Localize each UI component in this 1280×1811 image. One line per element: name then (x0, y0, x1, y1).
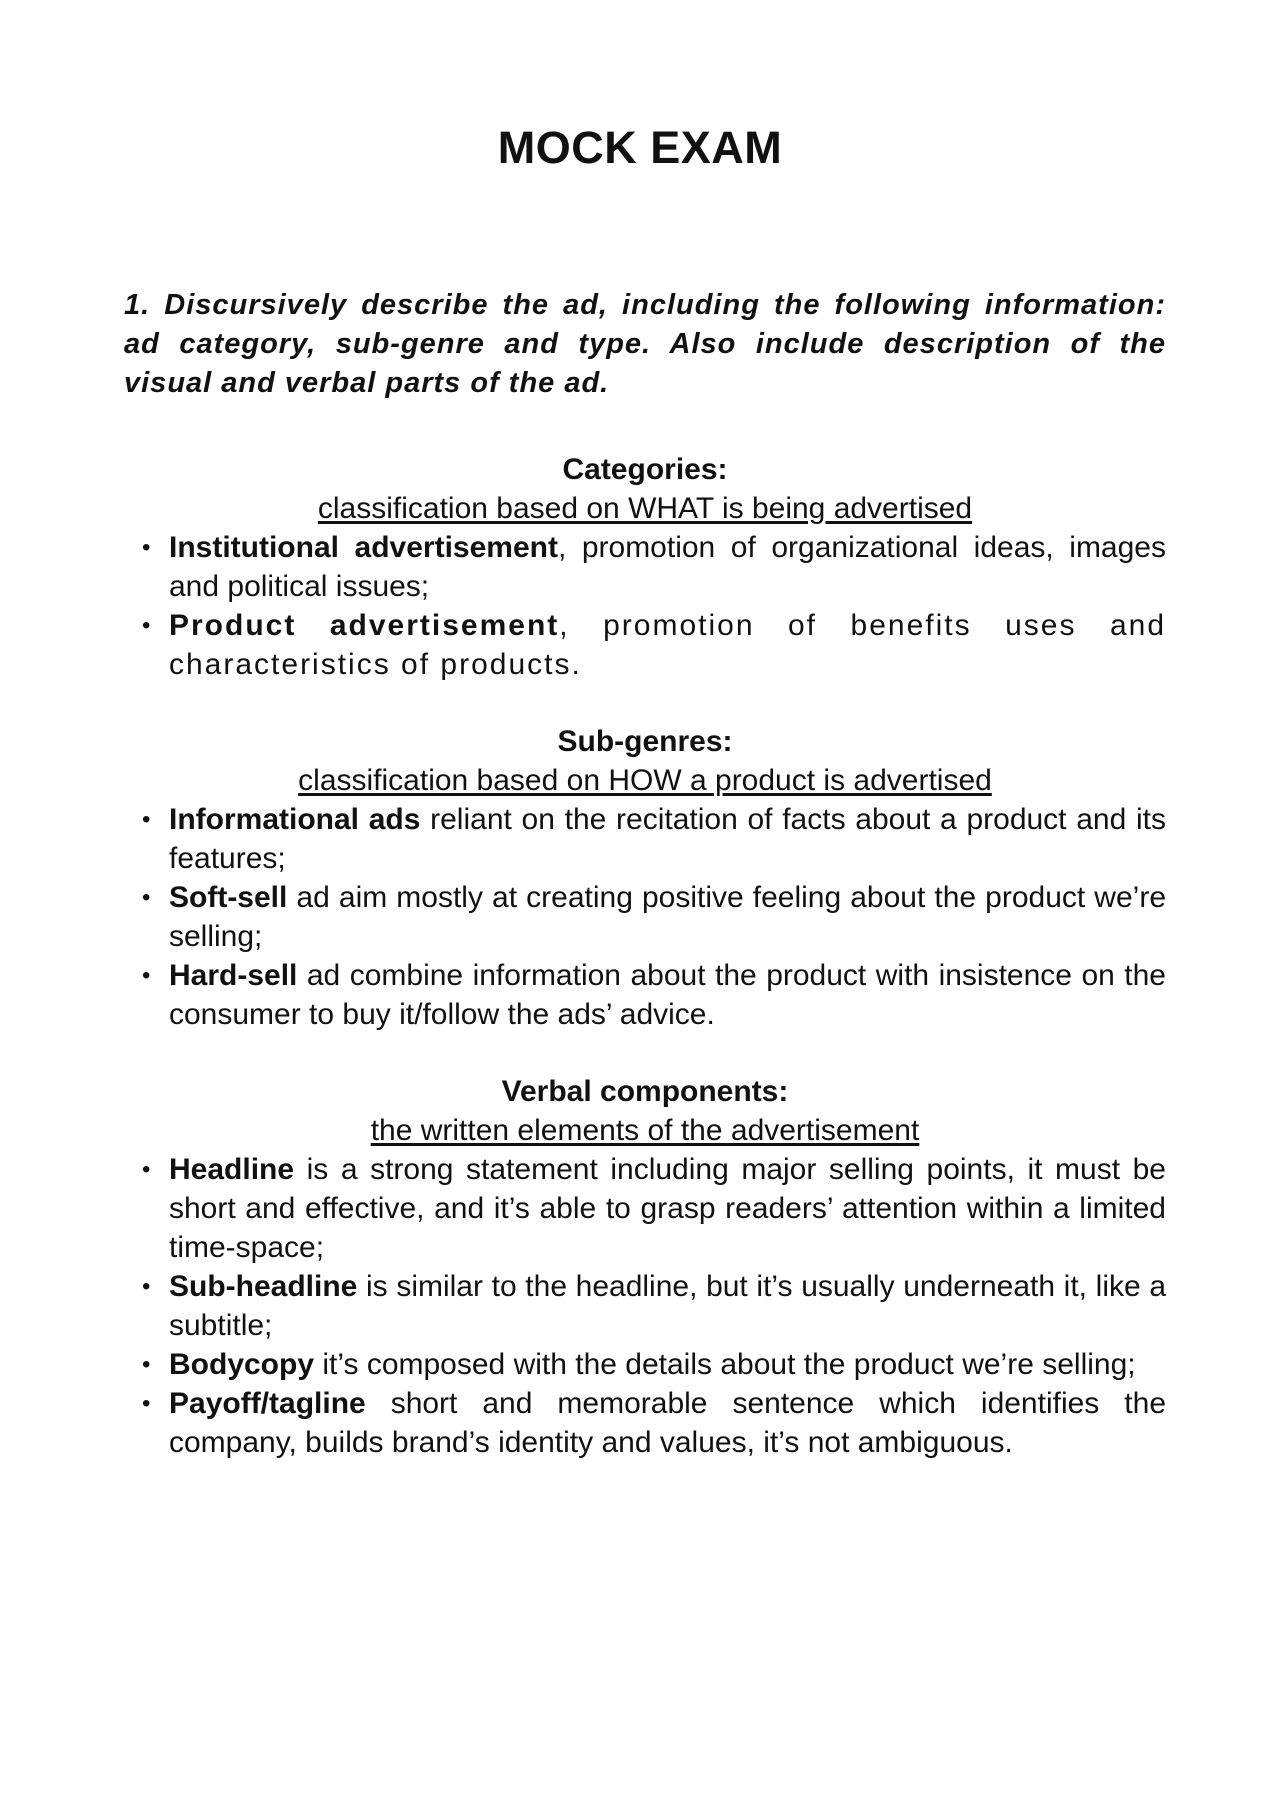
item-text: it’s composed with the details about the product we’re selling; (314, 1348, 1136, 1381)
item-term: Payoff/tagline (169, 1387, 366, 1420)
item-term: Sub-headline (169, 1270, 358, 1303)
bullet-icon: • (142, 534, 151, 561)
bullet-icon: • (142, 962, 151, 989)
item-text: is a strong statement including major selling points, it must be short and effective, and it’s able to grasp readers’ attention within a limited time-space; (169, 1153, 1166, 1264)
section-heading: Sub-genres: (557, 725, 733, 758)
section-subheading: classification based on WHAT is being advertised (317, 492, 973, 525)
item-text: reliant on the recitation of facts about a product and its features; (169, 803, 1166, 875)
item-term: Bodycopy (169, 1348, 315, 1381)
item-text: is similar to the headline, but it’s usually underneath it, like a subtitle; (169, 1270, 1166, 1342)
bullet-icon: • (142, 1156, 151, 1183)
list-item (124, 606, 1166, 684)
item-text: , promotion of organizational ideas, images and political issues; (169, 531, 1166, 603)
item-term: Headline (169, 1153, 295, 1186)
item-text: , promotion of benefits uses and characteristics of products. (169, 609, 1167, 681)
list-item (124, 1345, 1166, 1384)
bullet-list (124, 1150, 1166, 1462)
section-heading: Categories: (562, 453, 728, 486)
bullet-list (124, 528, 1166, 684)
list-item (124, 878, 1166, 956)
item-term: Product advertisement (169, 609, 560, 642)
list-item (124, 956, 1166, 1034)
bullet-icon: • (142, 1351, 151, 1378)
list-item (124, 800, 1166, 878)
item-text: short and memorable sentence which identifies the company, builds brand’s identity and values, it’s not ambiguous. (169, 1387, 1166, 1459)
item-text: ad combine information about the product with insistence on the consumer to buy it/follow the ads’ advice. (169, 959, 1166, 1031)
section-verbal-components (124, 1072, 1166, 1462)
item-text: ad aim mostly at creating positive feeling about the product we’re selling; (169, 881, 1166, 953)
section-subheading: classification based on HOW a product is advertised (298, 764, 992, 797)
list-item (124, 1150, 1166, 1267)
list-item (124, 528, 1166, 606)
page-title: MOCK EXAM (497, 122, 783, 173)
item-term: Soft-sell (169, 881, 288, 914)
section-heading: Verbal components: (501, 1075, 789, 1108)
question-text: 1. Discursively describe the ad, including the following information: ad category, sub-genre and type. Also include description of the visual and verbal parts of the ad. (124, 289, 1166, 399)
list-item (124, 1384, 1166, 1462)
bullet-icon: • (142, 1273, 151, 1300)
bullet-icon: • (142, 1390, 151, 1417)
bullet-icon: • (142, 884, 151, 911)
item-term: Hard-sell (169, 959, 298, 992)
section-sub-genres (124, 722, 1166, 1034)
bullet-icon: • (142, 612, 153, 639)
section-subheading: the written elements of the advertisement (370, 1114, 920, 1147)
list-item (124, 1267, 1166, 1345)
bullet-list (124, 800, 1166, 1034)
item-term: Informational ads (169, 803, 421, 836)
bullet-icon: • (142, 806, 151, 833)
item-term: Institutional advertisement (169, 531, 558, 564)
section-categories (124, 450, 1166, 684)
